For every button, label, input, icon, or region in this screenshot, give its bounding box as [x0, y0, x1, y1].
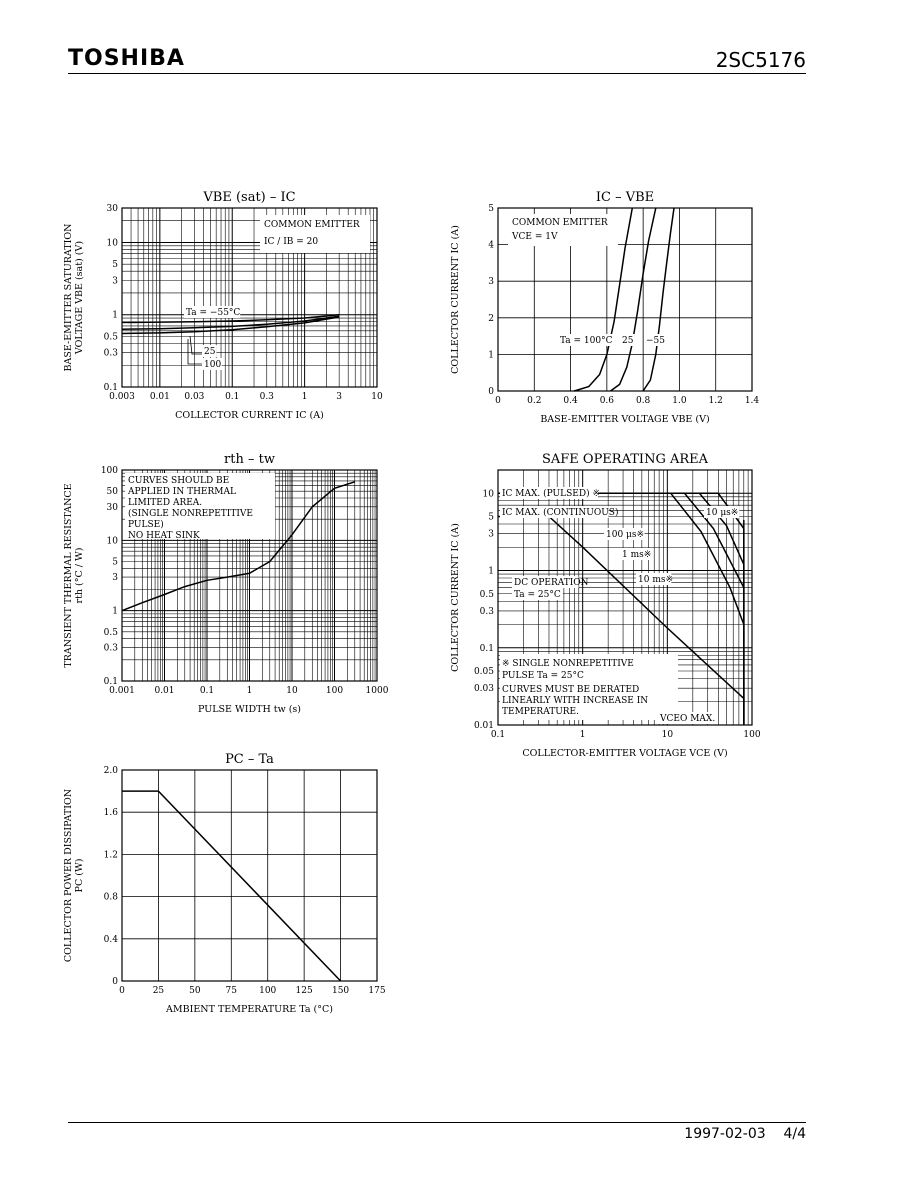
y-tick-label: 1: [112, 606, 118, 617]
annotation-common-emitter: COMMON EMITTER: [264, 220, 360, 230]
y-tick-label: 0.1: [103, 383, 118, 393]
annotation-1ms: 1 ms※: [622, 550, 652, 560]
series-label: Ta = −55°C: [186, 308, 241, 318]
y-tick-label: 1.2: [103, 850, 118, 861]
series-label: 100: [204, 360, 222, 370]
y-axis-label: VOLTAGE VBE (sat) (V): [74, 240, 85, 355]
x-axis-label: COLLECTOR CURRENT IC (A): [175, 410, 324, 421]
x-tick-label: 3: [336, 392, 343, 402]
x-axis-label: COLLECTOR-EMITTER VOLTAGE VCE (V): [522, 748, 728, 759]
x-tick-label: 1: [246, 686, 253, 696]
x-tick-label: 100: [743, 730, 761, 740]
footer-date-page: [684, 1126, 806, 1142]
x-tick-label: 0.01: [149, 392, 170, 402]
annotation-dc-operation: DC OPERATION: [514, 578, 589, 588]
y-tick-label: 0.1: [103, 677, 118, 687]
annotation-vce: VCE = 1V: [512, 232, 558, 242]
y-tick-label: 2.0: [103, 766, 118, 776]
x-tick-label: 0: [495, 396, 501, 406]
chart-soa: [450, 452, 761, 759]
y-tick-label: 0.5: [479, 589, 494, 600]
series-line: [718, 493, 744, 725]
x-tick-label: 1.0: [672, 396, 687, 406]
chart-ic_vbe: [450, 190, 759, 425]
y-axis-label: PC (W): [74, 858, 85, 893]
x-tick-label: 10: [661, 730, 674, 740]
y-tick-label: 0.3: [479, 606, 494, 617]
x-tick-label: 0.001: [109, 686, 135, 696]
y-tick-label: 0.4: [103, 934, 118, 945]
x-axis-label: PULSE WIDTH tw (s): [197, 704, 302, 715]
x-tick-label: 1: [301, 392, 308, 402]
x-tick-label: 150: [331, 986, 350, 996]
x-tick-label: 50: [189, 986, 201, 996]
y-tick-label: 5: [488, 204, 494, 214]
x-tick-label: 0.8: [635, 396, 651, 406]
x-tick-label: 1.4: [744, 396, 760, 406]
y-tick-label: 100: [100, 466, 118, 476]
x-tick-label: 0.003: [109, 392, 135, 402]
plot-frame: [122, 770, 377, 981]
series-line: [671, 493, 744, 725]
chart-title: PC – Ta: [225, 752, 274, 767]
y-tick-label: 30: [106, 204, 118, 214]
y-axis-label: rth (°C / W): [74, 547, 85, 604]
leader-line: [188, 339, 202, 364]
chart-pc_ta: [63, 752, 386, 1015]
x-tick-label: 10: [286, 686, 298, 696]
annotation-note: ※ SINGLE NONREPETITIVE: [502, 659, 634, 669]
y-axis-label: COLLECTOR POWER DISSIPATION: [63, 788, 74, 963]
x-tick-label: 0.4: [563, 396, 578, 406]
y-tick-label: 5: [488, 512, 494, 523]
annotation-ic-ib: IC / IB = 20: [264, 237, 319, 247]
x-tick-label: 1: [579, 730, 586, 740]
y-tick-label: 0.5: [103, 627, 118, 638]
series-line: [643, 208, 674, 391]
leader-line: [190, 336, 202, 354]
x-tick-label: 0: [119, 986, 125, 996]
y-axis-label: TRANSIENT THERMAL RESISTANCE: [63, 483, 74, 668]
annotation-ic-max-pulsed: IC MAX. (PULSED) ※: [502, 489, 600, 499]
series-label: 25: [204, 347, 216, 357]
x-tick-label: 75: [225, 986, 238, 996]
y-tick-label: 3: [112, 573, 118, 584]
footer-date: 1997-02-03: [684, 1126, 766, 1142]
y-tick-label: 1: [112, 310, 118, 321]
footer-rule: [68, 1122, 806, 1123]
x-tick-label: 25: [152, 986, 165, 996]
annotation-note: PULSE Ta = 25°C: [502, 671, 584, 681]
annotation-10us: 10 μs※: [706, 508, 739, 518]
y-tick-label: 0.03: [473, 684, 494, 695]
y-tick-label: 0.3: [103, 643, 118, 654]
x-tick-label: 0.1: [199, 686, 215, 696]
brand-logo: TOSHIBA: [68, 46, 185, 71]
chart-title: rth – tw: [224, 452, 275, 467]
annotation-common-emitter: COMMON EMITTER: [512, 218, 608, 228]
y-tick-label: 0.8: [103, 892, 118, 903]
y-tick-label: 0: [488, 387, 494, 397]
series-line: [700, 493, 744, 725]
y-tick-label: 50: [106, 487, 118, 498]
x-tick-label: 175: [368, 986, 386, 996]
annotation-note: TEMPERATURE.: [502, 707, 579, 717]
annotation-100us: 100 μs※: [606, 530, 645, 540]
series-label: −55: [646, 336, 665, 346]
annotation-note: PULSE): [128, 520, 164, 530]
y-tick-label: 3: [488, 529, 494, 540]
x-axis-label: BASE-EMITTER VOLTAGE VBE (V): [540, 414, 710, 425]
y-tick-label: 0.01: [473, 721, 494, 731]
annotation-vceo-max: VCEO MAX.: [660, 714, 716, 724]
footer-page: 4/4: [783, 1126, 806, 1142]
y-tick-label: 1.6: [103, 808, 118, 819]
x-tick-label: 0.01: [154, 686, 175, 696]
annotation-10ms: 10 ms※: [638, 575, 674, 585]
chart-rth_tw: [63, 452, 389, 715]
y-axis-label: COLLECTOR CURRENT IC (A): [450, 225, 461, 374]
y-tick-label: 30: [106, 502, 118, 513]
y-tick-label: 0.05: [473, 667, 494, 678]
x-tick-label: 0.6: [599, 396, 615, 406]
y-tick-label: 1: [488, 350, 494, 361]
annotation-note: CURVES MUST BE DERATED: [502, 685, 640, 695]
y-axis-label: COLLECTOR CURRENT IC (A): [450, 523, 461, 672]
y-tick-label: 4: [488, 240, 494, 251]
x-tick-label: 0.1: [225, 392, 240, 402]
y-tick-label: 0.3: [103, 348, 118, 359]
chart-vbe_sat: [63, 190, 383, 421]
series-label: Ta = 100°C: [560, 336, 613, 346]
y-tick-label: 10: [482, 489, 494, 500]
y-tick-label: 10: [106, 238, 118, 249]
annotation-ic-max-continuous: IC MAX. (CONTINUOUS): [502, 508, 619, 518]
y-tick-label: 3: [112, 276, 118, 287]
x-tick-label: 0.3: [259, 392, 274, 402]
x-tick-label: 10: [371, 392, 383, 402]
x-tick-label: 100: [259, 986, 277, 996]
annotation-note: (SINGLE NONREPETITIVE: [128, 509, 253, 519]
y-tick-label: 5: [112, 260, 118, 271]
y-tick-label: 2: [488, 313, 494, 324]
y-tick-label: 5: [112, 557, 118, 568]
part-number: 2SC5176: [715, 48, 806, 72]
x-tick-label: 0.2: [527, 396, 542, 406]
x-tick-label: 0.03: [184, 392, 205, 402]
y-tick-label: 10: [106, 536, 118, 547]
chart-title: VBE (sat) – IC: [203, 190, 296, 205]
series-label: 25: [622, 336, 634, 346]
x-axis-label: AMBIENT TEMPERATURE Ta (°C): [166, 1004, 333, 1015]
annotation-note: APPLIED IN THERMAL: [128, 487, 236, 497]
annotation-note: CURVES SHOULD BE: [128, 476, 230, 486]
annotation-ta: Ta = 25°C: [514, 590, 561, 600]
y-tick-label: 0: [112, 977, 118, 987]
x-tick-label: 100: [325, 686, 344, 696]
y-tick-label: 1: [488, 566, 494, 577]
annotation-note: LINEARLY WITH INCREASE IN: [502, 696, 649, 706]
x-tick-label: 125: [295, 986, 313, 996]
y-axis-label: BASE-EMITTER SATURATION: [63, 223, 74, 372]
annotation-note: LIMITED AREA.: [128, 498, 203, 508]
y-tick-label: 0.1: [479, 643, 494, 654]
chart-title: IC – VBE: [595, 190, 655, 205]
x-tick-label: 1.2: [708, 396, 723, 406]
y-tick-label: 0.5: [103, 332, 118, 343]
chart-title: SAFE OPERATING AREA: [541, 452, 709, 467]
y-tick-label: 3: [488, 277, 494, 288]
annotation-note: NO HEAT SINK: [128, 531, 200, 541]
x-tick-label: 1000: [365, 686, 389, 696]
x-tick-label: 0.1: [490, 730, 506, 740]
